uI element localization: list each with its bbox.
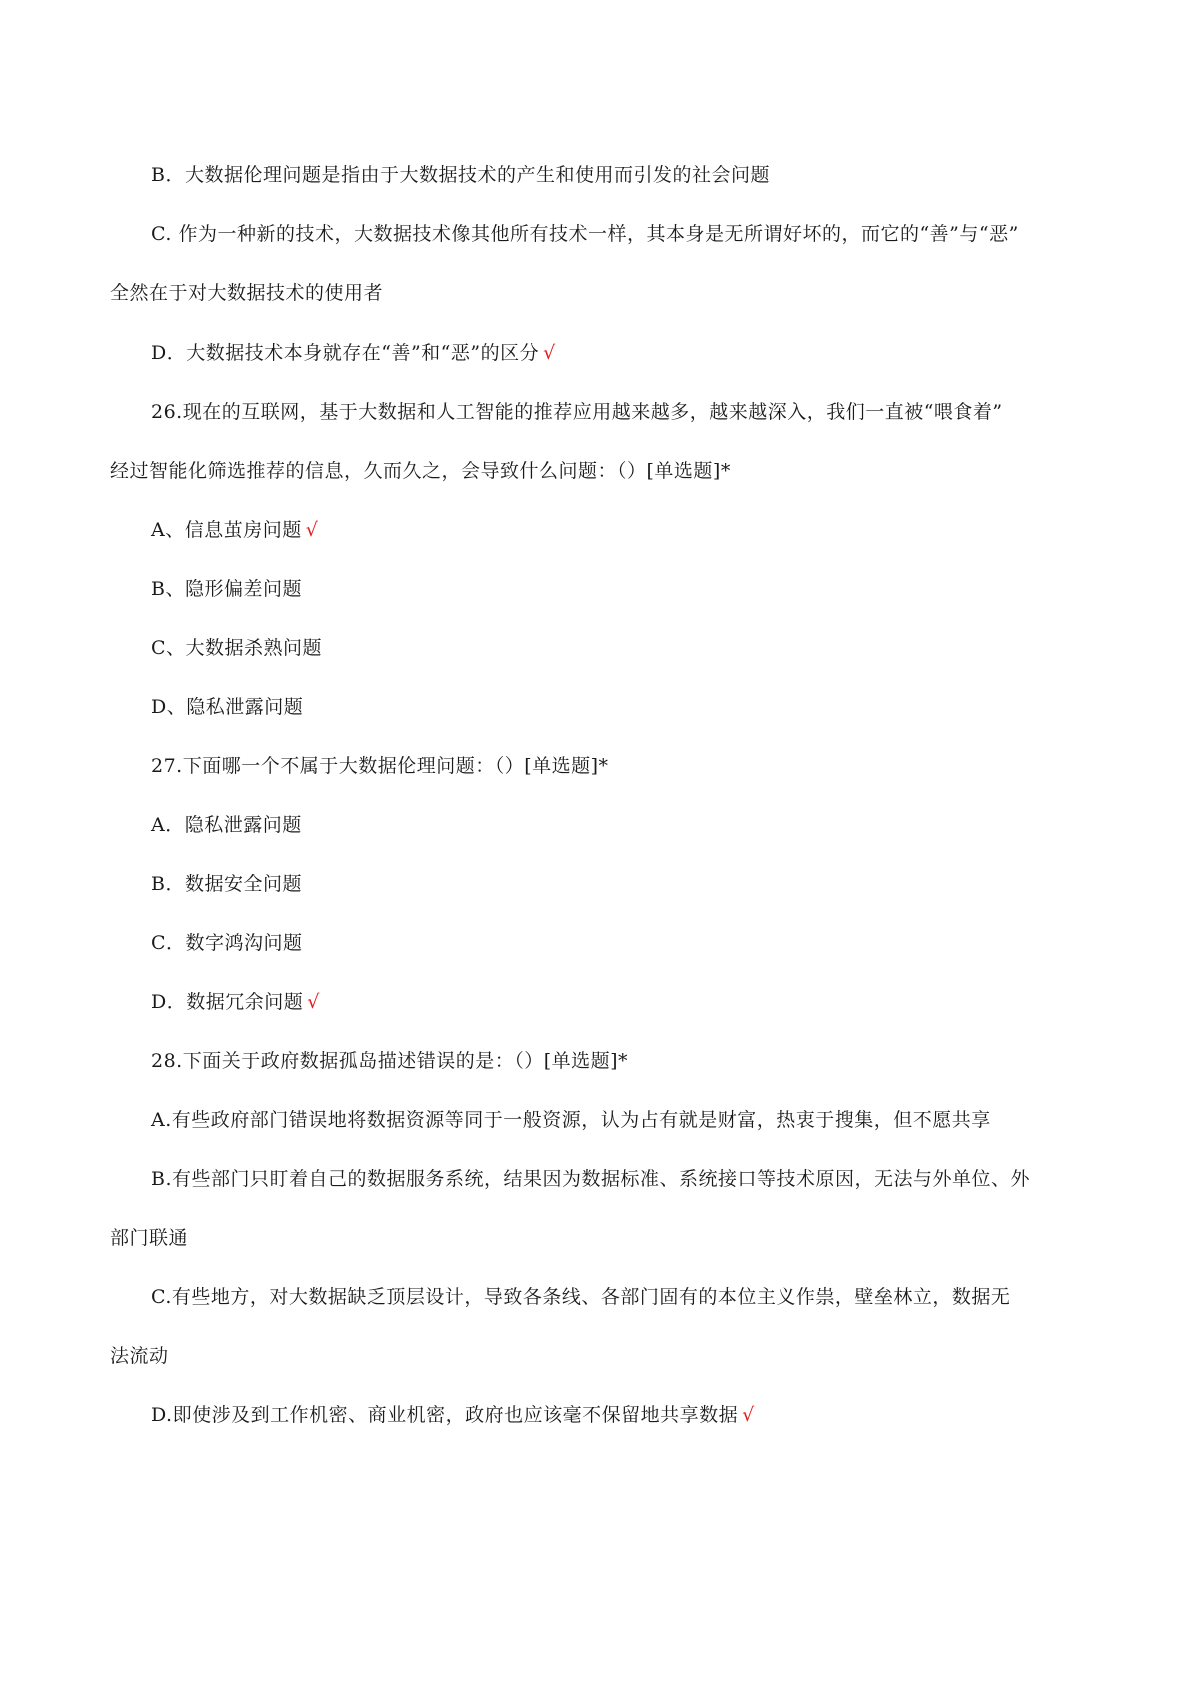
q26-option-b [151,577,302,601]
q26-stem-line1 [151,400,1003,424]
q28-option-c-line1 [151,1285,1010,1309]
q26-option-a-text: A、信息茧房问题 [151,519,302,541]
q25-option-d [151,341,556,365]
q26-stem-text: 26.现在的互联网，基于大数据和人工智能的推荐应用越来越多，越来越深入，我们一直被“喂食着” [151,401,1003,423]
q28-option-c-text: C.有些地方，对大数据缺乏顶层设计，导致各条线、各部门固有的本位主义作祟，壁垒林立，数据无 [151,1286,1011,1308]
q25-option-c-line1 [151,222,1019,246]
correct-check-icon: √ [307,991,320,1013]
q28-option-d [151,1403,755,1427]
q26-stem-text-cont: 经过智能化筛选推荐的信息，久而久之，会导致什么问题：（）[单选题]* [110,460,731,482]
q28-option-b-line2 [110,1226,188,1250]
q26-option-c-text: C、大数据杀熟问题 [151,637,323,659]
q27-option-b [151,872,302,896]
q28-option-a [151,1108,991,1132]
q27-stem [151,754,609,778]
q27-stem-text: 27.下面哪一个不属于大数据伦理问题：（）[单选题]* [151,755,609,777]
q26-option-d-text: D、隐私泄露问题 [151,696,304,718]
q26-option-c [151,636,322,660]
q25-option-b [151,163,770,187]
correct-check-icon: √ [305,519,319,541]
q28-stem [151,1049,628,1073]
q25-option-b-text: B．大数据伦理问题是指由于大数据技术的产生和使用而引发的社会问题 [151,164,770,186]
q28-option-d-text: D.即使涉及到工作机密、商业机密，政府也应该毫不保留地共享数据 [151,1404,739,1426]
q26-option-b-text: B、隐形偏差问题 [151,578,302,600]
q28-option-b-text-cont: 部门联通 [110,1227,189,1249]
q26-stem-line2 [110,459,731,483]
q27-option-c-text: C．数字鸿沟问题 [151,932,303,954]
q25-option-c-line2 [110,281,383,305]
q26-option-a [151,518,318,542]
q28-option-b-text: B.有些部门只盯着自己的数据服务系统，结果因为数据标准、系统接口等技术原因，无法与外单位、外 [151,1168,1031,1190]
q25-option-c-text: C. 作为一种新的技术，大数据技术像其他所有技术一样，其本身是无所谓好坏的，而它的“善”与“恶” [151,223,1019,245]
q28-option-c-line2 [110,1344,169,1368]
q26-option-d [151,695,303,719]
q27-option-d-text: D．数据冗余问题 [151,991,304,1013]
q28-option-b-line1 [151,1167,1030,1191]
q27-option-b-text: B．数据安全问题 [151,873,302,895]
correct-check-icon: √ [543,342,556,364]
correct-check-icon: √ [742,1404,755,1426]
q27-option-a-text: A．隐私泄露问题 [151,814,302,836]
q28-option-c-text-cont: 法流动 [110,1345,169,1367]
q25-option-d-text: D．大数据技术本身就存在“善”和“恶”的区分 [151,342,540,364]
q27-option-c [151,931,303,955]
q28-stem-text: 28.下面关于政府数据孤岛描述错误的是：（）[单选题]* [151,1050,629,1072]
q28-option-a-text: A.有些政府部门错误地将数据资源等同于一般资源，认为占有就是财富，热衷于搜集，但不愿共享 [151,1109,991,1131]
q25-option-c-text-cont: 全然在于对大数据技术的使用者 [110,282,384,304]
q27-option-a [151,813,302,837]
q27-option-d [151,990,320,1014]
